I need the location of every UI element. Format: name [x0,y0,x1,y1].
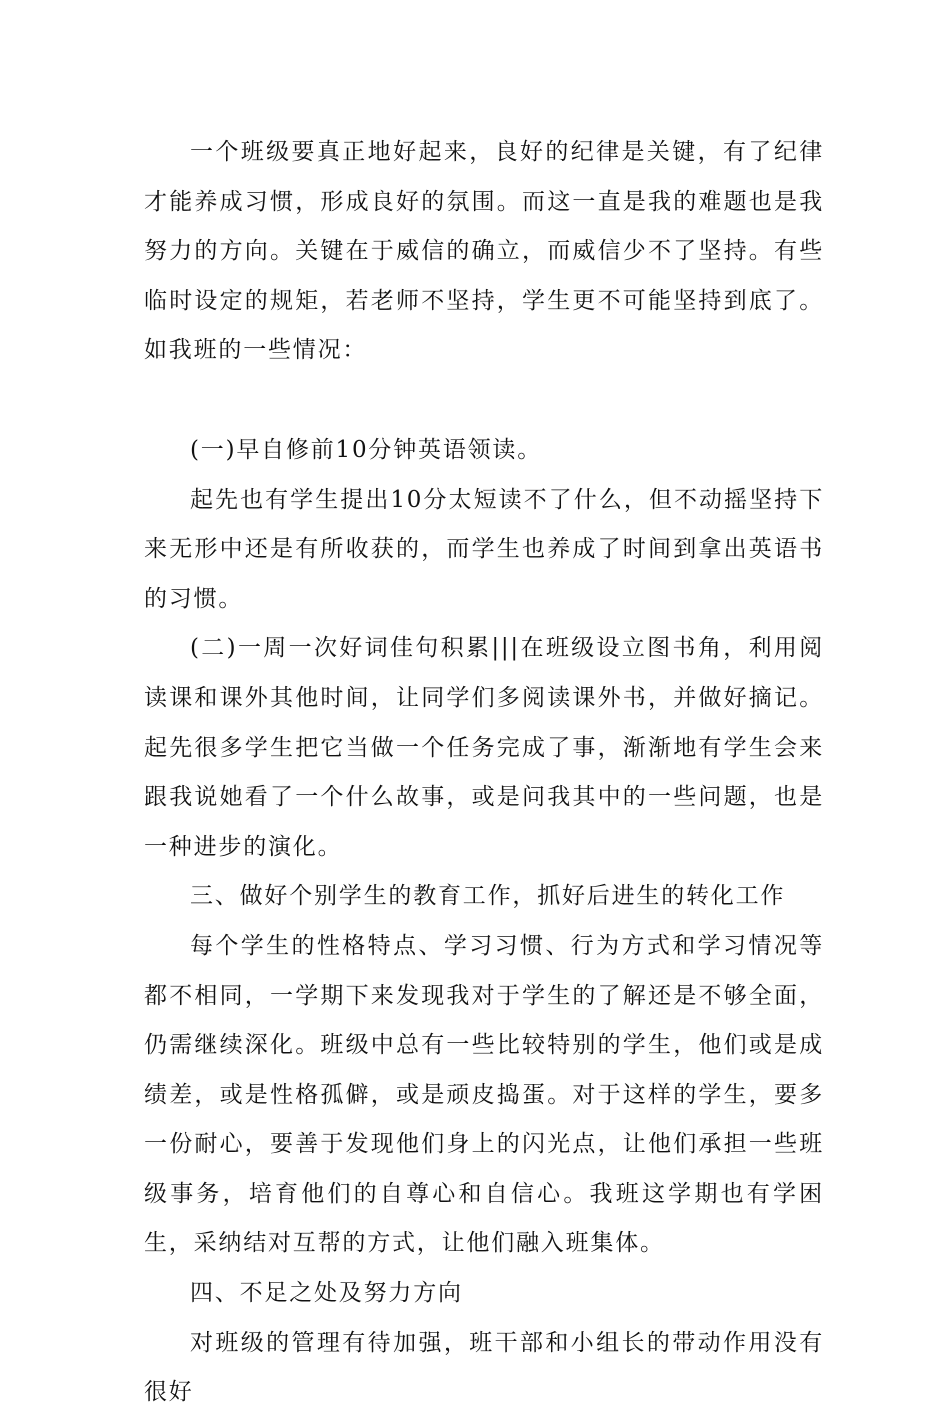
document-body [144,128,824,1418]
paragraph-discipline: 一个班级要真正地好起来，良好的纪律是关键，有了纪律才能养成习惯，形成良好的氛围。而这一直是我的难题也是我努力的方向。关键在于威信的确立，而威信少不了坚持。有些临时设定的规矩，若老师不坚持，学生更不可能坚持到底了。如我班的一些情况： [144,139,824,364]
paragraph-individual-students: 每个学生的性格特点、学习习惯、行为方式和学习情况等都不相同，一学期下来发现我对于学生的了解还是不够全面，仍需继续深化。班级中总有一些比较特别的学生，他们或是成绩差，或是性格孤僻，或是顽皮捣蛋。对于这样的学生，要多一份耐心，要善于发现他们身上的闪光点，让他们承担一些班级事务，培育他们的自尊心和自信心。我班这学期也有学困生，采纳结对互帮的方式，让他们融入班集体。 [144,932,824,1257]
paragraph-item-one-body: 起先也有学生提出10分太短读不了什么，但不动摇坚持下来无形中还是有所收获的，而学生也养成了时间到拿出英语书的习惯。 [144,486,824,612]
paragraph-item-one-title: (一)早自修前10分钟英语领读。 [190,436,543,463]
section-heading-four: 四、不足之处及努力方向 [190,1280,463,1307]
section-heading-three: 三、做好个别学生的教育工作，抓好后进生的转化工作 [190,883,786,910]
paragraph-item-two: (二)一周一次好词佳句积累|||在班级设立图书角，利用阅读课和课外其他时间，让同学们多阅读课外书，并做好摘记。起先很多学生把它当做一个任务完成了事，渐渐地有学生会来跟我说她看了一个什么故事，或是问我其中的一些问题，也是一种进步的演化。 [144,635,824,860]
paragraph-shortcomings: 对班级的管理有待加强，班干部和小组长的带动作用没有很好 [144,1329,824,1406]
